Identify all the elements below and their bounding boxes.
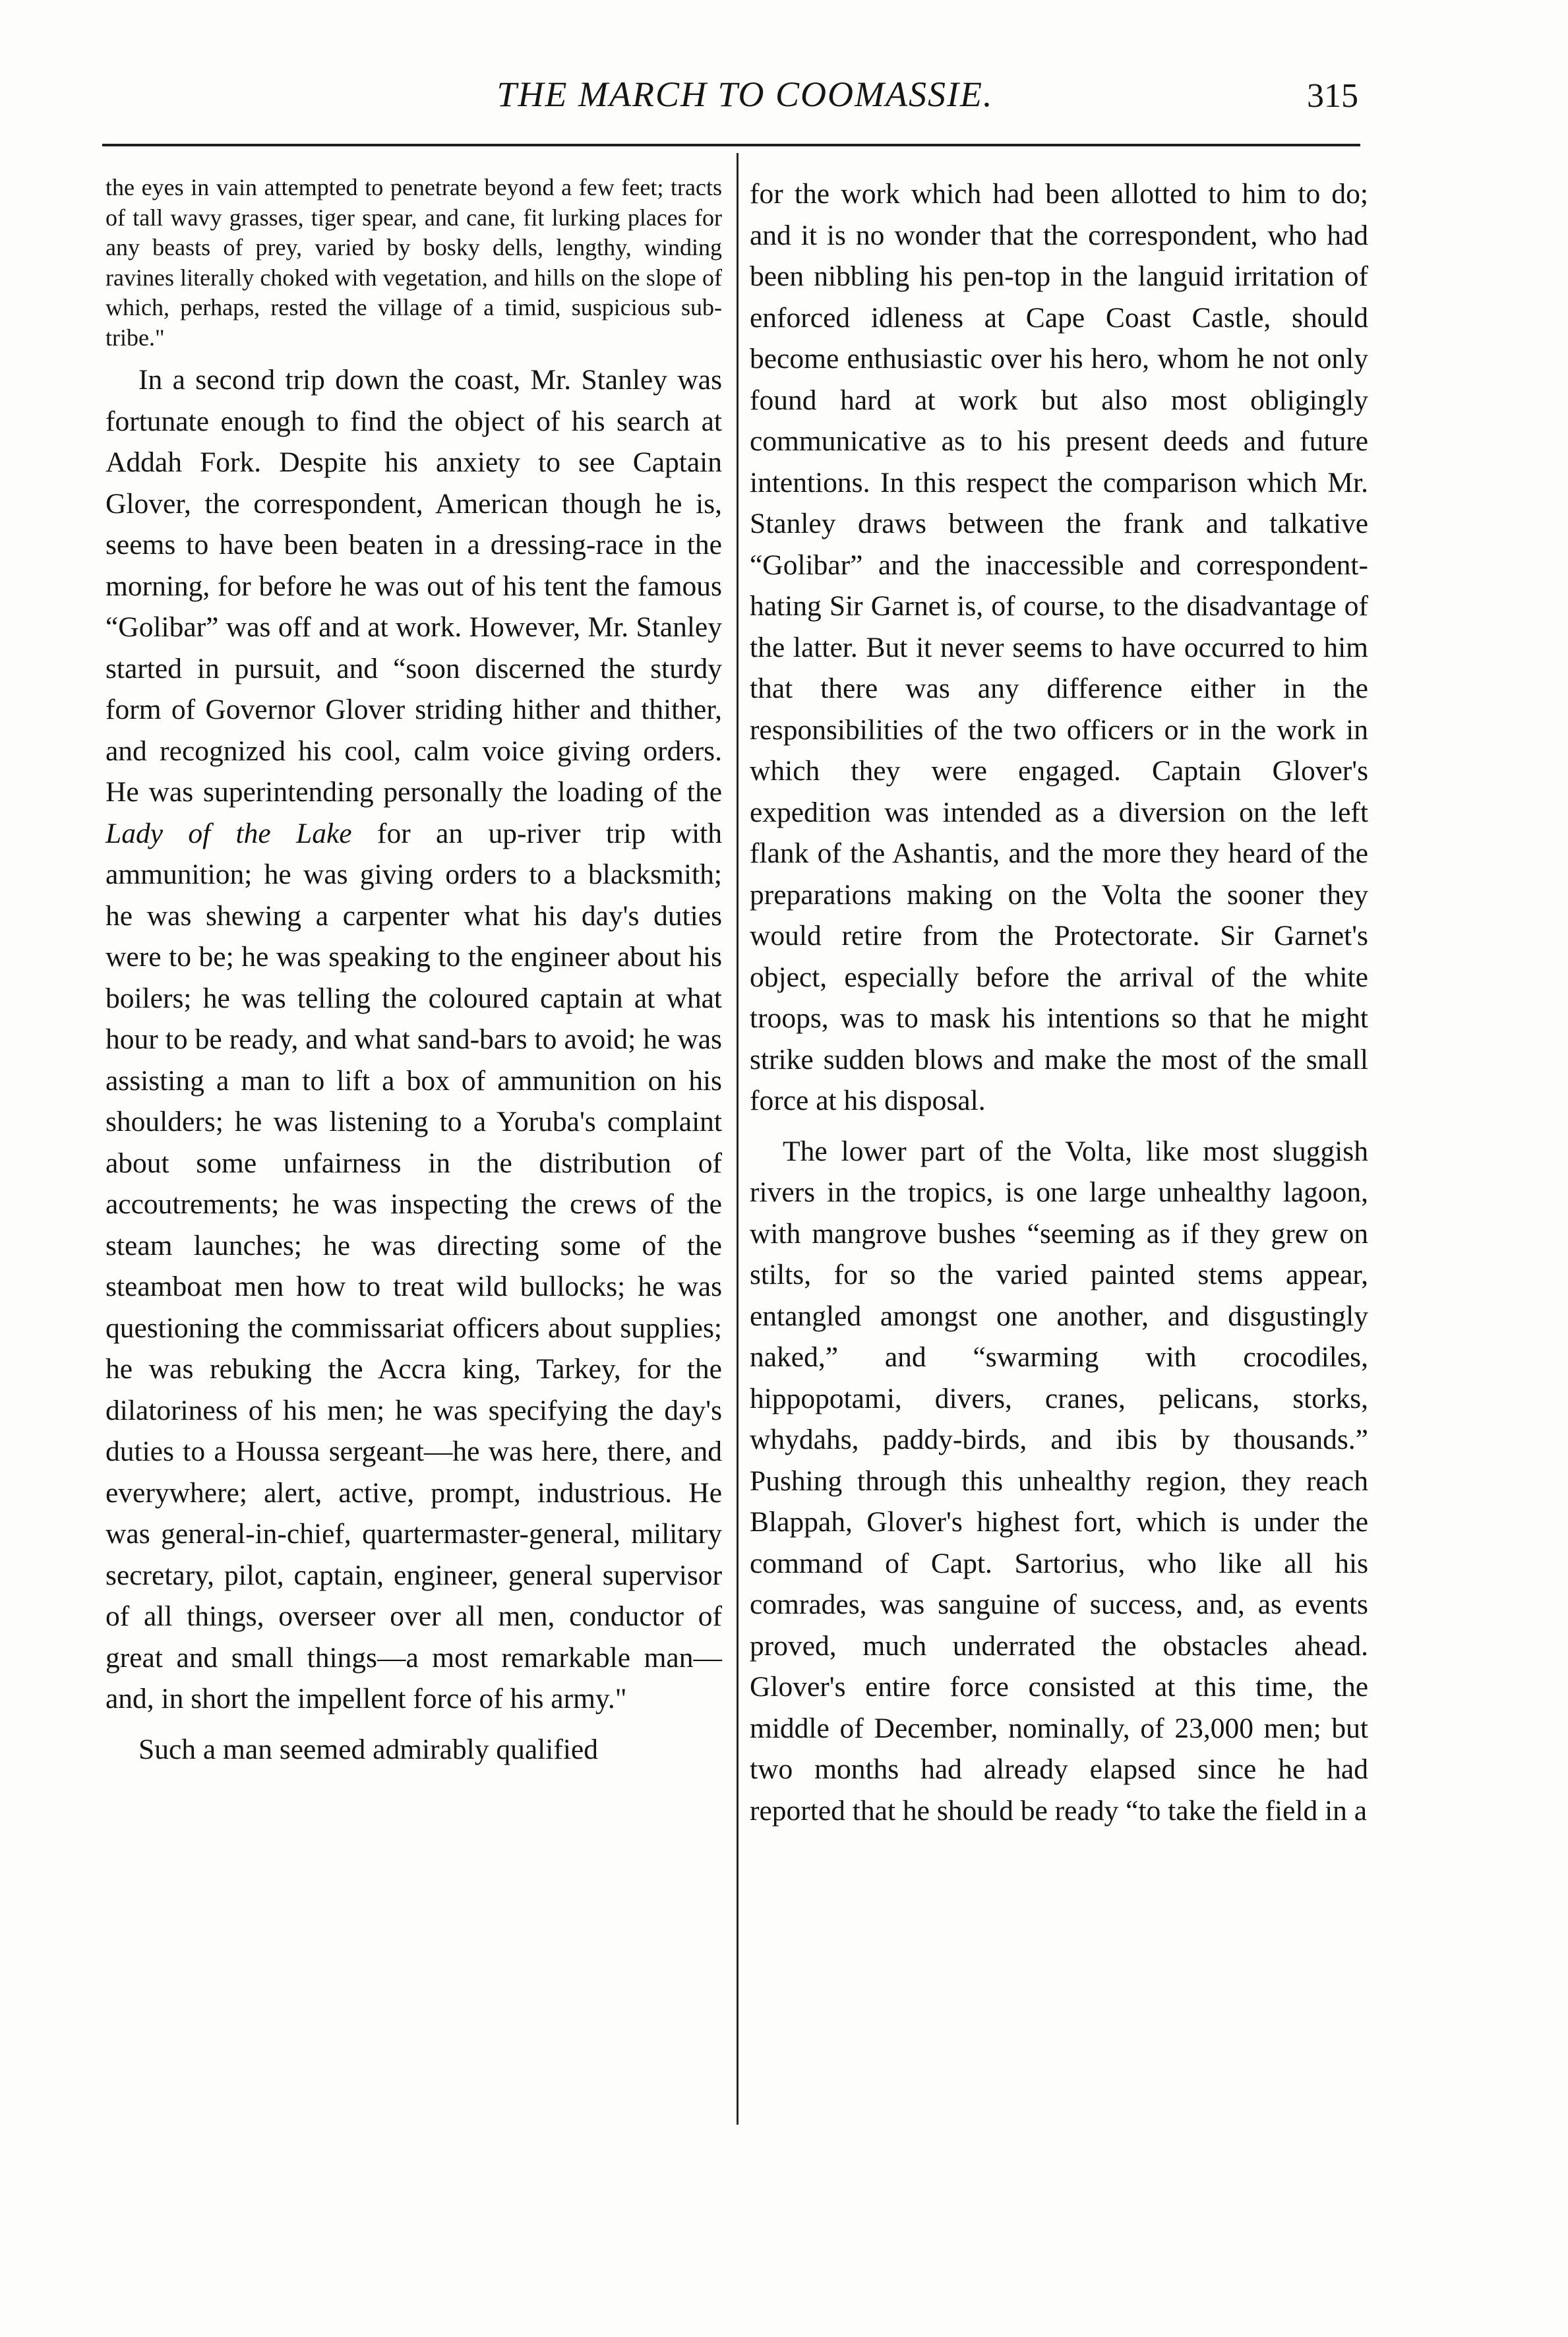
right-column (750, 173, 1368, 1831)
column-divider (737, 153, 739, 2125)
ship-name: Lady of the Lake (106, 817, 352, 849)
left-column (106, 173, 722, 1770)
header-rule (102, 144, 1360, 146)
running-title: THE MARCH TO COOMASSIE. (497, 75, 994, 114)
paragraph-volta: The lower part of the Volta, like most sluggish rivers in the tropics, is one large unhealthy lagoon, with mangrove bushes “seeming as if they grew on stilts, for so the varied painted stems appear, entangled amongst one another, and disgustingly naked,” and “swarming with crocodiles, hippopotami, divers, cranes, pelicans, storks, whydahs, paddy-birds, and ibis by thousands.” Pushing through this unhealthy region, they reach Blappah, Glover's highest fort, which is under the command of Capt. Sartorius, who like all his comrades, was sanguine of success, and, as events proved, much underrated the obstacles ahead. Glover's entire force consisted at this time, the middle of December, nominally, of 23,000 men; but two months had already elapsed since he had reported that he should be ready “to take the field in a (750, 1135, 1368, 1827)
paragraph-text-a: In a second trip down the coast, Mr. Stanley was fortunate enough to find the object of his search at Addah Fork. Despite his anxiety to see Captain Glover, the correspondent, American though he is, seems to have been beaten in a dressing-race in the morning, for before he was out of his tent the famous “Golibar” was off and at work. However, Mr. Stanley started in pursuit, and “soon discerned the sturdy form of Governor Glover striding hither and thither, and recognized his cool, calm voice giving orders. He was superintending personally the loading of the (106, 364, 722, 808)
paragraph-stanley-glover (106, 359, 722, 1720)
quote-continuation: the eyes in vain attempted to penetrate beyond a few feet; tracts of tall wavy grasses, tiger spear, and cane, fit lurking places for any beasts of prey, varied by bosky dells, lengthy, winding ravines literally choked with vegetation, and hills on the slope of which, perhaps, rested the village of a timid, suspicious sub-tribe." (106, 174, 722, 351)
paragraph-qualified-continued: for the work which had been allotted to him to do; and it is no wonder that the correspondent, who had been nibbling his pen-top in the languid irritation of enforced idleness at Cape Coast Castle, should become enthusiastic over his hero, whom he not only found hard at work but also most obligingly communicative as to his present deeds and future intentions. In this respect the comparison which Mr. Stanley draws between the frank and talkative “Golibar” and the inaccessible and correspondent-hating Sir Garnet is, of course, to the disadvantage of the latter. But it never seems to have occurred to him that there was any difference either in the responsibilities of the two officers or in the work in which they were engaged. Captain Glover's expedition was intended as a diversion on the left flank of the Ashantis, and the more they heard of the preparations making on the Volta the sooner they would retire from the Protectorate. Sir Garnet's object, especially before the arrival of the white troops, was to mask his intentions so that he might strike sudden blows and make the most of the small force at his disposal. (750, 178, 1368, 1116)
paragraph-text-b: for an up-river trip with ammunition; he was giving orders to a blacksmith; he was shewing a carpenter what his day's duties were to be; he was speaking to the engineer about his boilers; he was telling the coloured captain at what hour to be ready, and what sand-bars to avoid; he was assisting a man to lift a box of ammunition on his shoulders; he was listening to a Yoruba's complaint about some unfairness in the distribution of accoutrements; he was inspecting the crews of the steam launches; he was directing some of the steamboat men how to treat wild bullocks; he was questioning the commissariat officers about supplies; he was rebuking the Accra king, Tarkey, for the dilatoriness of his men; he was specifying the day's duties to a Houssa sergeant—he was here, there, and everywhere; alert, active, prompt, industrious. He was general-in-chief, quartermaster-general, military secretary, pilot, captain, engineer, general supervisor of all things, overseer over all men, conductor of great and small things—a most remarkable man—and, in short the impellent force of his army." (106, 817, 722, 1715)
running-head (106, 74, 1358, 127)
paragraph-qualified-start: Such a man seemed admirably qualified (138, 1733, 598, 1765)
page-number: 315 (1307, 77, 1358, 115)
